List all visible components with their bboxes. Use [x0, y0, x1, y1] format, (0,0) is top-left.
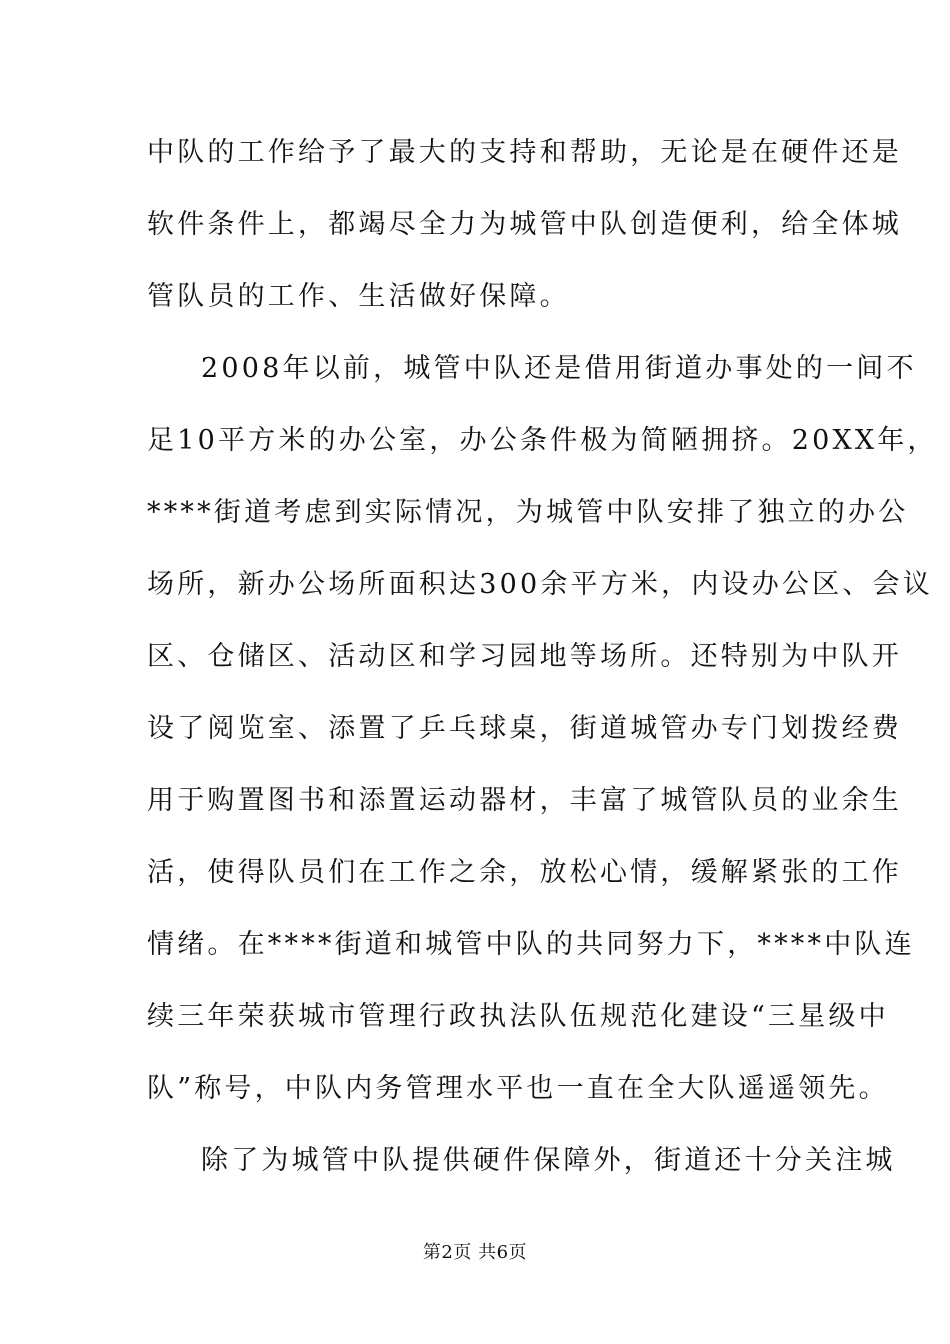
- body-text-line: 用于购置图书和添置运动器材，丰富了城管队员的业余生: [147, 785, 902, 816]
- paragraph-start-line: 2008年以前，城管中队还是借用街道办事处的一间不: [201, 353, 917, 384]
- body-text-line: 中队的工作给予了最大的支持和帮助，无论是在硬件还是: [147, 137, 902, 168]
- paragraph-start-line: 除了为城管中队提供硬件保障外，街道还十分关注城: [201, 1145, 896, 1176]
- body-text-line: 续三年荣获城市管理行政执法队伍规范化建设“三星级中: [147, 1001, 889, 1032]
- body-text-line: 队”称号，中队内务管理水平也一直在全大队遥遥领先。: [147, 1073, 889, 1104]
- page-number-footer: 第2页 共6页: [422, 1242, 528, 1263]
- body-text-line: 软件条件上，都竭尽全力为城管中队创造便利，给全体城: [147, 209, 902, 240]
- body-text-line: 管队员的工作、生活做好保障。: [147, 281, 570, 312]
- body-text-line: 设了阅览室、添置了乒乓球桌，街道城管办专门划拨经费: [147, 713, 902, 744]
- body-text-line: ****街道考虑到实际情况，为城管中队安排了独立的办公: [147, 497, 909, 528]
- body-text-line: 足10平方米的办公室，办公条件极为简陋拥挤。20XX年，: [147, 425, 938, 456]
- body-text-line: 场所，新办公场所面积达300余平方米，内设办公区、会议: [147, 569, 933, 600]
- body-text-line: 活，使得队员们在工作之余，放松心情，缓解紧张的工作: [147, 857, 902, 888]
- body-text-line: 情绪。在****街道和城管中队的共同努力下，****中队连: [147, 929, 915, 960]
- body-text-line: 区、仓储区、活动区和学习园地等场所。还特别为中队开: [147, 641, 902, 672]
